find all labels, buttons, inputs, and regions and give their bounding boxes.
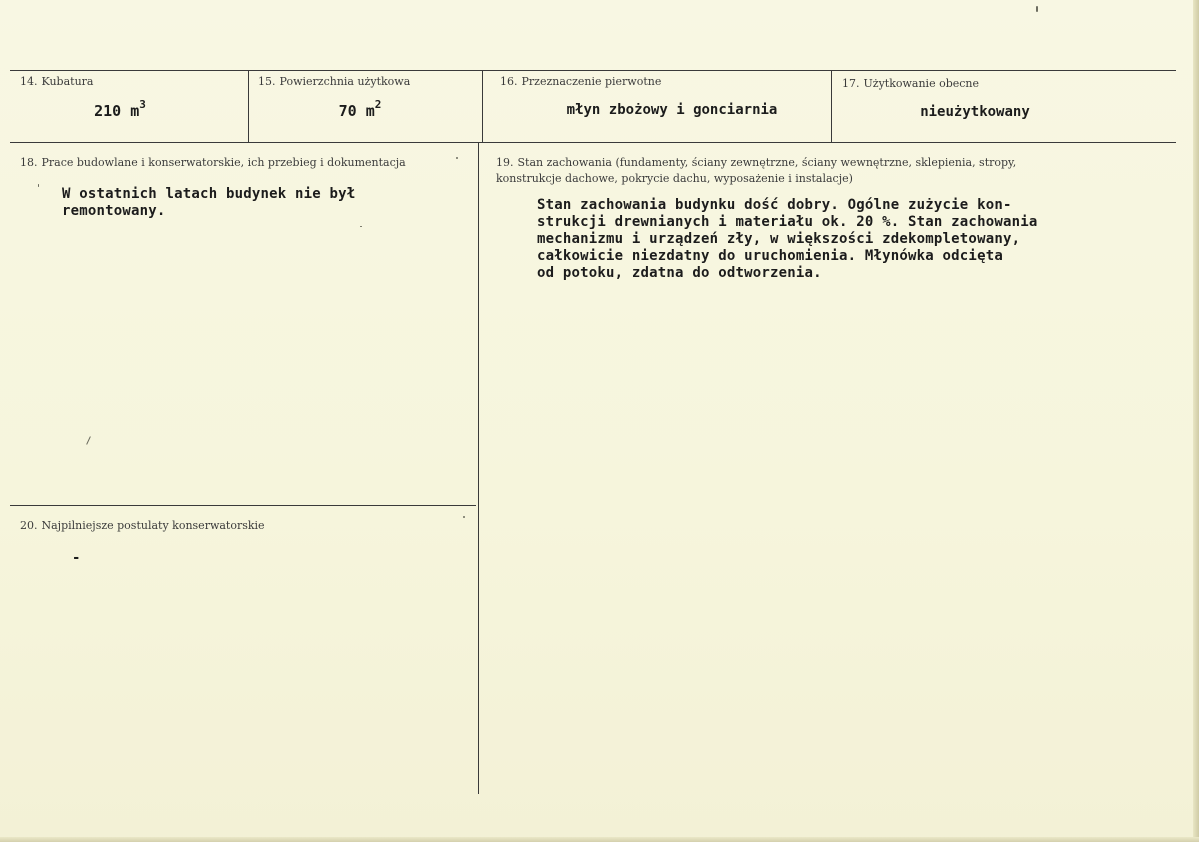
page-edge-right bbox=[1193, 0, 1199, 842]
field-17-label: 17. Użytkowanie obecne bbox=[842, 77, 979, 90]
field-17-value: nieużytkowany bbox=[920, 104, 1030, 120]
field-19-line: całkowicie niezdatny do uruchomienia. Młynówka odcięta bbox=[537, 248, 1003, 264]
field-16-value: młyn zbożowy i gonciarnia bbox=[566, 102, 778, 118]
field-20-label: 20. Najpilniejsze postulaty konserwatorskie bbox=[20, 519, 265, 532]
field-18-line: W ostatnich latach budynek nie był bbox=[62, 186, 356, 202]
field-19-line: od potoku, zdatna do odtworzenia. bbox=[537, 265, 822, 281]
column-divider-1 bbox=[248, 70, 249, 142]
field-16-label: 16. Przeznaczenie pierwotne bbox=[500, 75, 662, 88]
field-19-text bbox=[537, 197, 1037, 282]
field-18-label: 18. Prace budowlane i konserwatorskie, ich przebieg i dokumentacja bbox=[20, 156, 406, 169]
field-19-line: mechanizmu i urządzeń zły, w większości zdekompletowany, bbox=[537, 231, 1021, 247]
field-20-value: - bbox=[72, 550, 81, 566]
field-14-label: 14. Kubatura bbox=[20, 75, 94, 88]
field-19-line: strukcji drewnianych i materiału ok. 20 %. Stan zachowania bbox=[537, 214, 1038, 230]
section-18-20-divider bbox=[10, 505, 476, 506]
field-15-value: 70 $m^2$ bbox=[338, 98, 382, 120]
field-19-label-continued: konstrukcje dachowe, pokrycie dachu, wyposażenie i instalacje) bbox=[496, 172, 853, 185]
scan-speck bbox=[463, 516, 465, 518]
scan-speck bbox=[38, 184, 39, 187]
field-18-text bbox=[62, 186, 355, 220]
scan-speck bbox=[360, 226, 362, 227]
field-18-line: remontowany. bbox=[62, 203, 166, 219]
field-14-value: 210 $m^3$ bbox=[94, 98, 146, 120]
header-bottom-rule bbox=[10, 142, 1176, 143]
scan-speck bbox=[86, 436, 91, 445]
field-15-label: 15. Powierzchnia użytkowa bbox=[258, 75, 411, 88]
page-edge-bottom bbox=[0, 837, 1199, 842]
scan-speck bbox=[1036, 6, 1038, 12]
scan-speck bbox=[456, 157, 458, 159]
main-column-divider bbox=[478, 142, 479, 794]
field-19-line: Stan zachowania budynku dość dobry. Ogólne zużycie kon- bbox=[537, 197, 1012, 213]
column-divider-2 bbox=[482, 70, 483, 142]
top-rule bbox=[10, 70, 1176, 71]
field-19-label: 19. Stan zachowania (fundamenty, ściany zewnętrzne, ściany wewnętrzne, sklepienia, stropy, bbox=[496, 156, 1017, 169]
